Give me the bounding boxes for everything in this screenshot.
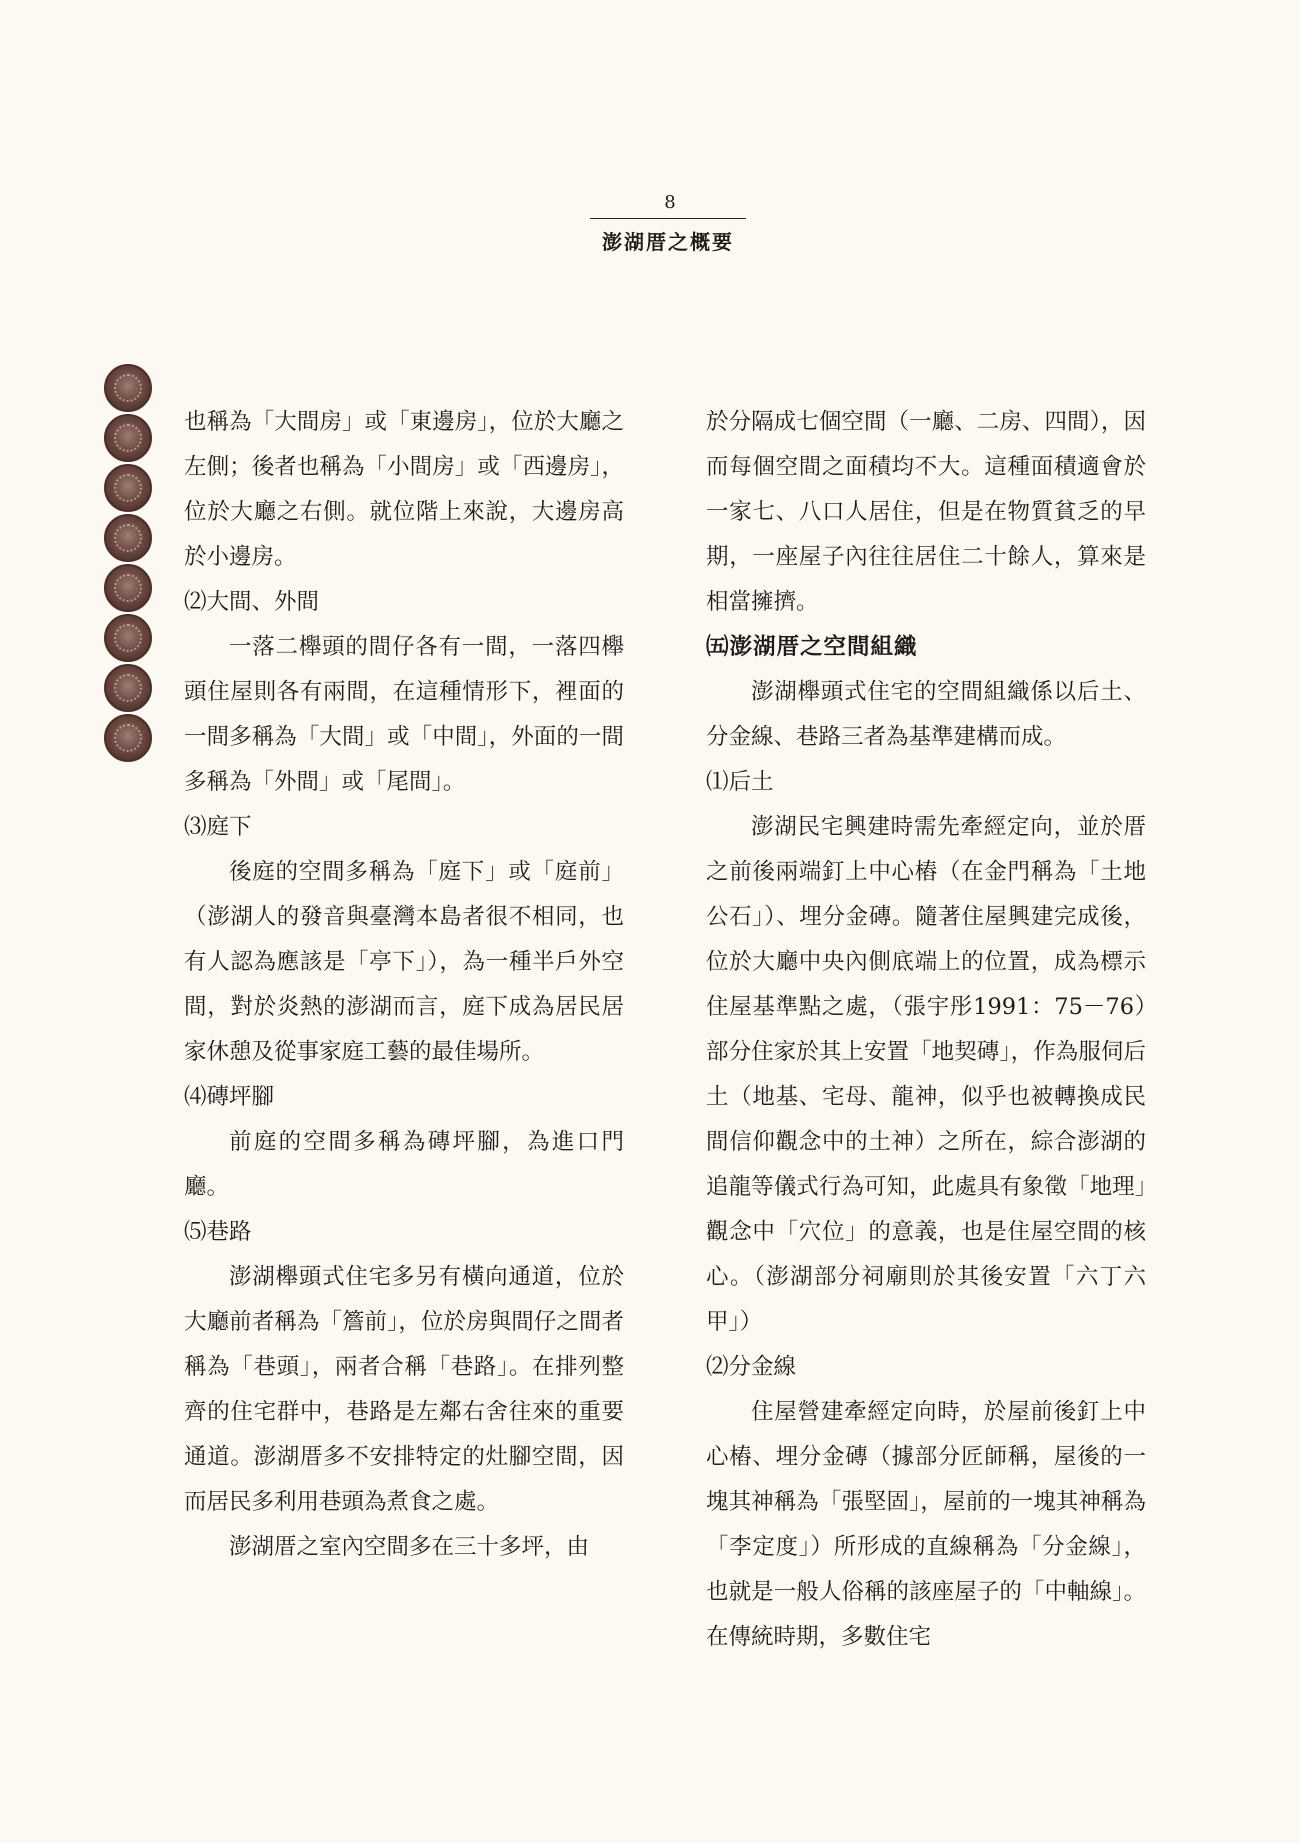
paragraph: 後庭的空間多稱為「庭下」或「庭前」（澎湖人的發音與臺灣本島者很不相同，也有人認為應該是「亭下」），為一種半戶外空間，對於炎熱的澎湖而言，庭下成為居民居家休憩及從事家庭工藝的最佳場所。 (184, 859, 624, 1065)
header-rule (590, 218, 746, 219)
ornament-medallion (104, 664, 152, 712)
ornament-medallion (104, 564, 152, 612)
ornament-medallion (104, 464, 152, 512)
subsection-heading: ⑵大間、外間 (184, 589, 320, 615)
ornament-medallion (104, 414, 152, 462)
section-heading: ㈤澎湖厝之空間組織 (706, 634, 918, 660)
paragraph: 澎湖民宅興建時需先牽經定向，並於厝之前後兩端釘上中心樁（在金門稱為「土地公石」）、埋分金磚。隨著住屋興建完成後，位於大廳中央內側底端上的位置，成為標示住屋基準點之處，（張宇彤1991：75－76）部分住家於其上安置「地契磚」，作為服伺后土（地基、宅母、龍神，似乎也被轉換成民間信仰觀念中的土神）之所在，綜合澎湖的追龍等儀式行為可知，此處具有象徵「地理」觀念中「穴位」的意義，也是住屋空間的核心。（澎湖部分祠廟則於其後安置「六丁六甲」） (706, 814, 1146, 1335)
ornament-medallion (104, 364, 152, 412)
margin-ornament (100, 364, 156, 764)
page-number: 8 (664, 192, 676, 213)
left-column (184, 400, 624, 1570)
paragraph: 住屋營建牽經定向時，於屋前後釘上中心樁、埋分金磚（據部分匠師稱，屋後的一塊其神稱為「張堅固」，屋前的一塊其神稱為「李定度」）所形成的直線稱為「分金線」，也就是一般人俗稱的該座屋子的「中軸線」。在傳統時期，多數住宅 (706, 1399, 1146, 1650)
subsection-heading: ⑸巷路 (184, 1219, 252, 1245)
subsection-heading: ⑵分金線 (706, 1354, 797, 1380)
paragraph-continued: 於分隔成七個空間（一廳、二房、四間），因而每個空間之面積均不大。這種面積適會於一家七、八口人居住，但是在物質貧乏的早期，一座屋子內往往居住二十餘人，算來是相當擁擠。 (706, 409, 1146, 615)
subsection-heading: ⑴后土 (706, 769, 774, 795)
ornament-medallion (104, 614, 152, 662)
running-title: 澎湖厝之概要 (602, 230, 734, 254)
ornament-medallion (104, 514, 152, 562)
paragraph: 前庭的空間多稱為磚坪腳，為進口門廳。 (184, 1129, 624, 1200)
ornament-medallion (104, 714, 152, 762)
paragraph: 澎湖櫸頭式住宅多另有橫向通道，位於大廳前者稱為「簷前」，位於房與間仔之間者稱為「巷頭」，兩者合稱「巷路」。在排列整齊的住宅群中，巷路是左鄰右舍往來的重要通道。澎湖厝多不安排特定的灶腳空間，因而居民多利用巷頭為煮食之處。 (184, 1264, 624, 1515)
paragraph-continued: 也稱為「大間房」或「東邊房」，位於大廳之左側；後者也稱為「小間房」或「西邊房」，位於大廳之右側。就位階上來說，大邊房高於小邊房。 (184, 409, 624, 570)
subsection-heading: ⑶庭下 (184, 814, 252, 840)
right-column (706, 400, 1146, 1660)
paragraph: 一落二櫸頭的間仔各有一間，一落四櫸頭住屋則各有兩間，在這種情形下，裡面的一間多稱為「大間」或「中間」，外面的一間多稱為「外間」或「尾間」。 (184, 634, 624, 795)
paragraph: 澎湖櫸頭式住宅的空間組織係以后土、分金線、巷路三者為基準建構而成。 (706, 679, 1146, 750)
subsection-heading: ⑷磚坪腳 (184, 1084, 275, 1110)
paragraph: 澎湖厝之室內空間多在三十多坪，由 (229, 1534, 590, 1560)
